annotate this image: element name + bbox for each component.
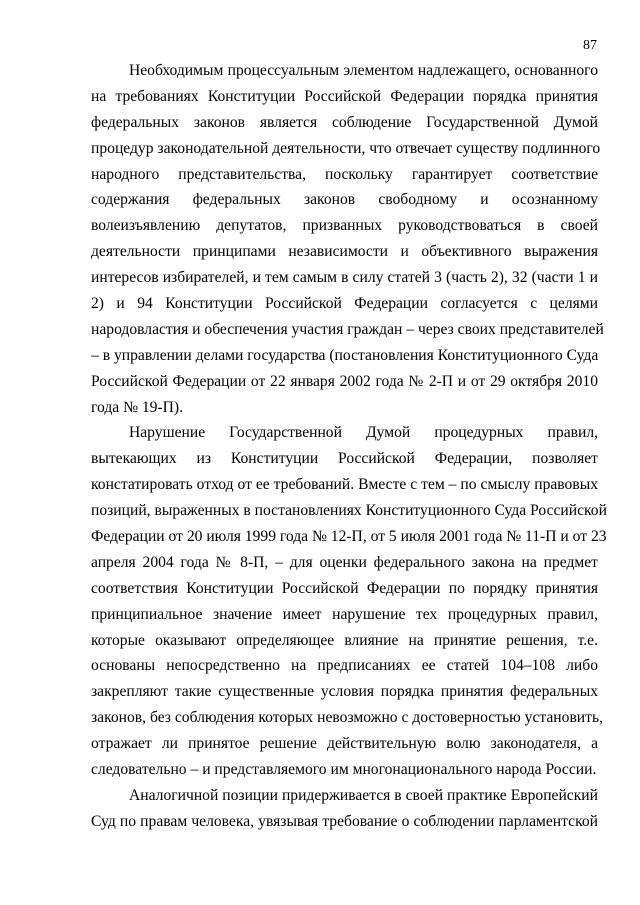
text-line: следовательно – и представляемого им многонационального народа России. bbox=[91, 761, 597, 779]
text-line: – в управлении делами государства (постановления Конституционного Суда bbox=[91, 346, 599, 364]
text-line: волеизъявлению депутатов, призванных руководствоваться в своей bbox=[91, 217, 598, 235]
text-line: года № 19-П). bbox=[91, 398, 184, 416]
text-line: Аналогичной позиции придерживается в своей практике Европейский bbox=[129, 786, 598, 804]
text-line: процедур законодательной деятельности, что отвечает существу подлинного bbox=[91, 139, 601, 157]
text-line: народовластия и обеспечения участия граждан – через своих представителей bbox=[91, 320, 604, 338]
text-line: Российской Федерации от 22 января 2002 года № 2-П и от 29 октября 2010 bbox=[91, 372, 598, 390]
text-line: интересов избирателей, и тем самым в силу статей 3 (часть 2), 32 (части 1 и bbox=[91, 269, 598, 287]
text-line: федеральных законов является соблюдение Государственной Думой bbox=[91, 113, 598, 131]
text-line: соответствия Конституции Российской Федерации по порядку принятия bbox=[91, 579, 598, 597]
text-line: на требованиях Конституции Российской Федерации порядка принятия bbox=[91, 87, 598, 105]
body-text bbox=[91, 58, 607, 835]
paragraph-2 bbox=[91, 420, 607, 782]
text-line: закрепляют такие существенные условия порядка принятия федеральных bbox=[91, 683, 598, 701]
page-number: 87 bbox=[583, 38, 597, 53]
text-line: Необходимым процессуальным элементом надлежащего, основанного bbox=[129, 62, 598, 79]
text-line: законов, без соблюдения которых невозможно с достоверностью установить, bbox=[91, 709, 603, 727]
text-line: апреля 2004 года № 8-П, – для оценки федерального закона на предмет bbox=[91, 553, 598, 571]
text-line: основаны непосредственно на предписаниях ее статей 104–108 либо bbox=[91, 657, 598, 675]
text-line: отражает ли принятое решение действительную волю законодателя, а bbox=[91, 735, 598, 753]
text-line: содержания федеральных законов свободному и осознанному bbox=[91, 191, 598, 209]
text-line: Нарушение Государственной Думой процедурных правил, bbox=[129, 424, 598, 442]
text-line: Федерации от 20 июля 1999 года № 12-П, от 5 июля 2001 года № 11-П и от 23 bbox=[91, 528, 607, 546]
text-line: которые оказывают определяющее влияние на принятие решения, т.е. bbox=[91, 631, 598, 649]
text-line: позиций, выраженных в постановлениях Конституционного Суда Российской bbox=[91, 502, 607, 520]
text-line: вытекающих из Конституции Российской Федерации, позволяет bbox=[91, 450, 598, 468]
text-line: принципиальное значение имеет нарушение тех процедурных правил, bbox=[91, 605, 598, 623]
text-line: Суд по правам человека, увязывая требование о соблюдении парламентской bbox=[91, 812, 598, 830]
paragraph-3 bbox=[91, 783, 598, 835]
text-line: констатировать отход от ее требований. Вместе с тем – по смыслу правовых bbox=[91, 476, 598, 494]
paragraph-1 bbox=[91, 58, 604, 420]
text-line: народного представительства, поскольку гарантирует соответствие bbox=[91, 165, 598, 183]
text-line: деятельности принципами независимости и объективного выражения bbox=[91, 243, 598, 261]
text-line: 2) и 94 Конституции Российской Федерации согласуется с целями bbox=[91, 295, 598, 313]
